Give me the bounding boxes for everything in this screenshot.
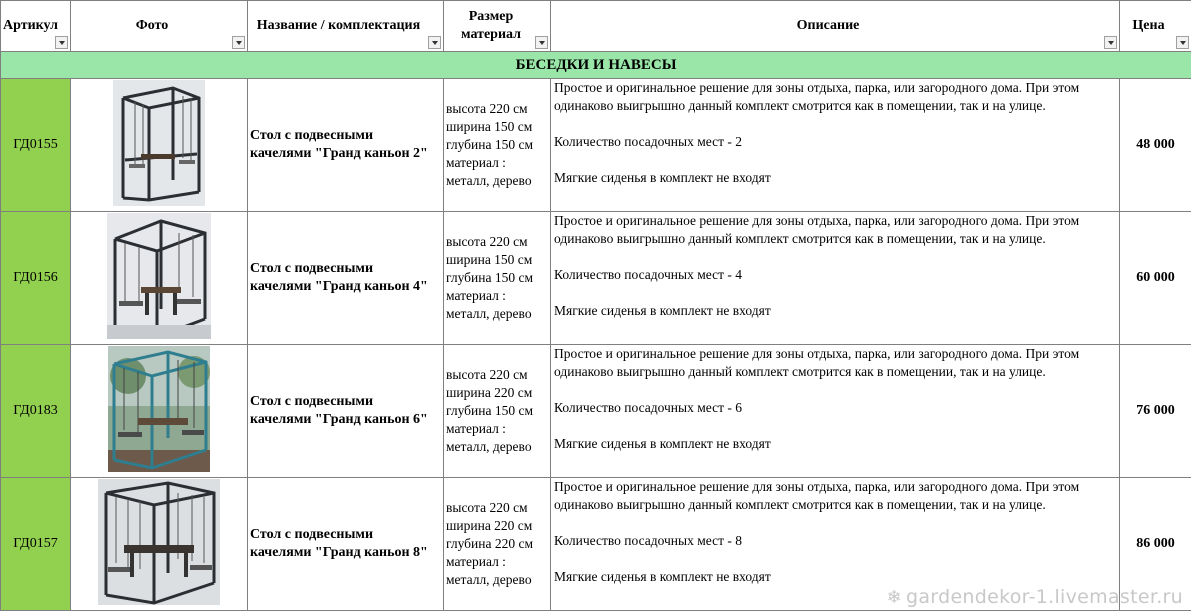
description-line: Простое и оригинальное решение для зоны отдыха, парка, или загородного дома. При этом <box>554 479 1080 494</box>
column-header-label-line1: Размер <box>468 9 514 24</box>
table-row <box>1 345 1191 478</box>
size-width: ширина 220 см <box>446 518 533 533</box>
size-depth: глубина 220 см <box>446 536 534 551</box>
column-header-label: Артикул <box>3 18 59 33</box>
filter-dropdown-icon[interactable] <box>1104 36 1117 49</box>
material-value: металл, дерево <box>446 439 532 454</box>
size-height: высота 220 см <box>446 367 528 382</box>
article-cell[interactable]: ГД0183 <box>1 345 71 478</box>
price-cell[interactable]: 76 000 <box>1120 345 1191 478</box>
description-line: одинаково выигрышно данный комплект смотрится как в помещении, так и на улице. <box>554 98 1046 113</box>
cushion-note: Мягкие сиденья в комплект не входят <box>554 569 771 584</box>
column-header-description[interactable] <box>551 1 1120 52</box>
material-label: материал : <box>446 421 506 436</box>
column-header-price[interactable] <box>1120 1 1191 52</box>
article-cell[interactable]: ГД0156 <box>1 212 71 345</box>
section-row <box>1 52 1191 79</box>
size-width: ширина 220 см <box>446 385 533 400</box>
seats-count: Количество посадочных мест - 8 <box>554 533 742 548</box>
filter-dropdown-icon[interactable] <box>232 36 245 49</box>
table-row <box>1 212 1191 345</box>
size-width: ширина 150 см <box>446 119 533 134</box>
photo-cell[interactable] <box>71 79 248 212</box>
description-cell[interactable] <box>551 212 1120 345</box>
watermark <box>887 586 1183 608</box>
table-row <box>1 79 1191 212</box>
column-header-label: Описание <box>796 18 860 33</box>
snowflake-icon: ❄ <box>886 587 902 608</box>
product-photo <box>113 80 205 206</box>
article-cell[interactable]: ГД0155 <box>1 79 71 212</box>
photo-cell[interactable] <box>71 212 248 345</box>
column-header-name[interactable] <box>248 1 444 52</box>
product-name-cell[interactable] <box>248 79 444 212</box>
seats-count: Количество посадочных мест - 4 <box>554 267 742 282</box>
description-line: одинаково выигрышно данный комплект смотрится как в помещении, так и на улице. <box>554 364 1046 379</box>
column-header-label: Название / комплектация <box>256 18 421 33</box>
description-line: Простое и оригинальное решение для зоны отдыха, парка, или загородного дома. При этом <box>554 80 1080 95</box>
column-header-photo[interactable] <box>71 1 248 52</box>
size-depth: глубина 150 см <box>446 403 534 418</box>
product-name-line1: Стол с подвесными <box>250 394 374 409</box>
cushion-note: Мягкие сиденья в комплект не входят <box>554 436 771 451</box>
filter-dropdown-icon[interactable] <box>535 36 548 49</box>
material-label: материал : <box>446 554 506 569</box>
seats-count: Количество посадочных мест - 2 <box>554 134 742 149</box>
description-line: одинаково выигрышно данный комплект смотрится как в помещении, так и на улице. <box>554 231 1046 246</box>
size-cell[interactable] <box>444 79 551 212</box>
product-name-cell[interactable] <box>248 212 444 345</box>
header-row <box>1 1 1191 52</box>
size-cell[interactable] <box>444 345 551 478</box>
description-cell[interactable] <box>551 79 1120 212</box>
price-cell[interactable]: 86 000 <box>1120 478 1191 611</box>
size-height: высота 220 см <box>446 234 528 249</box>
product-photo <box>107 213 211 339</box>
product-name-line1: Стол с подвесными <box>250 128 374 143</box>
product-name-cell[interactable] <box>248 478 444 611</box>
size-depth: глубина 150 см <box>446 270 534 285</box>
description-line: Простое и оригинальное решение для зоны отдыха, парка, или загородного дома. При этом <box>554 346 1080 361</box>
column-header-size[interactable] <box>444 1 551 52</box>
size-height: высота 220 см <box>446 101 528 116</box>
material-label: материал : <box>446 155 506 170</box>
cushion-note: Мягкие сиденья в комплект не входят <box>554 170 771 185</box>
watermark-text: gardendekor-1.livemaster.ru <box>906 586 1183 608</box>
cushion-note: Мягкие сиденья в комплект не входят <box>554 303 771 318</box>
size-cell[interactable] <box>444 478 551 611</box>
article-cell[interactable]: ГД0157 <box>1 478 71 611</box>
photo-cell[interactable] <box>71 345 248 478</box>
product-photo <box>98 479 220 605</box>
material-label: материал : <box>446 288 506 303</box>
material-value: металл, дерево <box>446 173 532 188</box>
material-value: металл, дерево <box>446 572 532 587</box>
product-name-line1: Стол с подвесными <box>250 527 374 542</box>
section-title[interactable]: БЕСЕДКИ И НАВЕСЫ <box>1 52 1191 79</box>
size-cell[interactable] <box>444 212 551 345</box>
product-name-line2: качелями "Гранд каньон 8" <box>250 545 428 560</box>
price-cell[interactable]: 60 000 <box>1120 212 1191 345</box>
product-name-line2: качелями "Гранд каньон 6" <box>250 412 428 427</box>
product-name-line2: качелями "Гранд каньон 2" <box>250 146 428 161</box>
description-line: Простое и оригинальное решение для зоны отдыха, парка, или загородного дома. При этом <box>554 213 1080 228</box>
column-header-article[interactable] <box>1 1 71 52</box>
product-name-cell[interactable] <box>248 345 444 478</box>
seats-count: Количество посадочных мест - 6 <box>554 400 742 415</box>
product-name-line1: Стол с подвесными <box>250 261 374 276</box>
material-value: металл, дерево <box>446 306 532 321</box>
size-depth: глубина 150 см <box>446 137 534 152</box>
photo-cell[interactable] <box>71 478 248 611</box>
description-line: одинаково выигрышно данный комплект смотрится как в помещении, так и на улице. <box>554 497 1046 512</box>
column-header-label: Фото <box>135 18 169 33</box>
product-photo <box>108 346 210 472</box>
filter-dropdown-icon[interactable] <box>1176 36 1189 49</box>
filter-dropdown-icon[interactable] <box>55 36 68 49</box>
product-name-line2: качелями "Гранд каньон 4" <box>250 279 428 294</box>
price-cell[interactable]: 48 000 <box>1120 79 1191 212</box>
filter-dropdown-icon[interactable] <box>428 36 441 49</box>
column-header-label-line2: материал <box>461 27 521 42</box>
size-height: высота 220 см <box>446 500 528 515</box>
column-header-label: Цена <box>1132 18 1165 33</box>
size-width: ширина 150 см <box>446 252 533 267</box>
description-cell[interactable] <box>551 345 1120 478</box>
